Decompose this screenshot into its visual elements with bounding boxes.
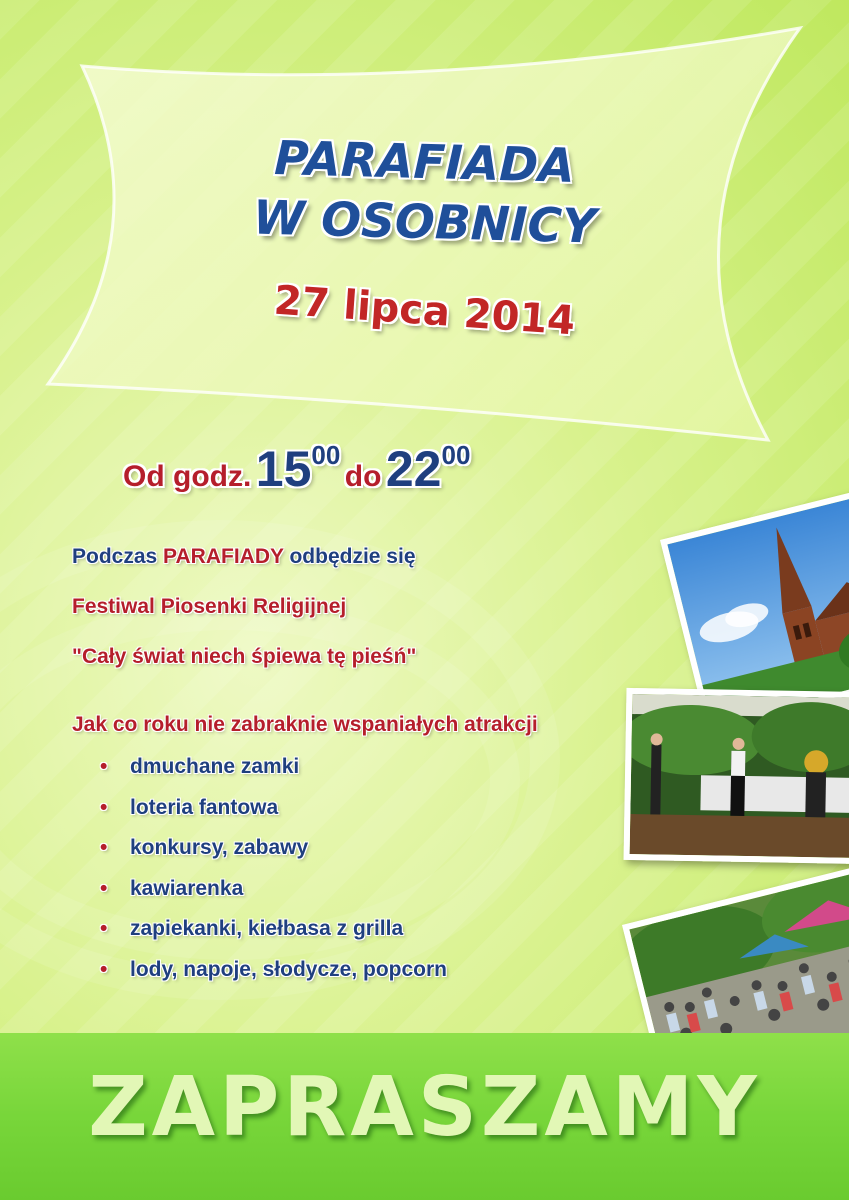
stage-photo <box>624 688 849 864</box>
bullet-icon: • <box>100 957 108 981</box>
list-item <box>100 752 447 793</box>
hours-end: 22 <box>385 441 442 497</box>
hours-mid: do <box>344 460 382 493</box>
event-hours <box>123 440 470 498</box>
attraction-label: konkursy, zabawy <box>130 836 309 859</box>
hours-start: 15 <box>255 441 312 497</box>
list-item <box>100 955 447 996</box>
intro-part2: odbędzie się <box>289 545 416 568</box>
list-item <box>100 833 447 874</box>
attraction-label: loteria fantowa <box>130 795 279 819</box>
festival-motto: "Cały świat niech śpiewa tę pieśń" <box>72 645 417 668</box>
attractions-heading: Jak co roku nie zabraknie wspaniałych atrakcji <box>72 713 538 736</box>
bullet-icon: • <box>100 917 108 940</box>
intro-line <box>72 545 416 569</box>
attraction-label: dmuchane zamki <box>130 755 300 778</box>
attraction-label: kawiarenka <box>130 876 244 900</box>
festival-name: Festiwal Piosenki Religijnej <box>72 595 347 618</box>
attraction-label: zapiekanki, kiełbasa z grilla <box>130 917 404 940</box>
attractions-list <box>100 752 447 995</box>
hours-end-min: 00 <box>441 440 471 470</box>
event-title-line2: W OSOBNICY <box>252 190 597 255</box>
event-date: 27 lipca 2014 <box>272 277 577 345</box>
bullet-icon: • <box>100 836 108 859</box>
list-item <box>100 793 447 834</box>
hours-prefix: Od godz. <box>123 460 252 493</box>
bullet-icon: • <box>100 795 108 819</box>
hours-start-min: 00 <box>311 440 341 470</box>
bullet-icon: • <box>100 755 108 778</box>
attraction-label: lody, napoje, słodycze, popcorn <box>130 957 447 981</box>
intro-highlight: PARAFIADY <box>163 545 284 568</box>
list-item <box>100 914 447 955</box>
list-item <box>100 874 447 915</box>
event-title-line1: PARAFIADA <box>273 131 576 194</box>
footer-invitation: ZAPRASZAMY <box>88 1060 761 1155</box>
intro-part1: Podczas <box>72 545 158 568</box>
bullet-icon: • <box>100 876 108 900</box>
